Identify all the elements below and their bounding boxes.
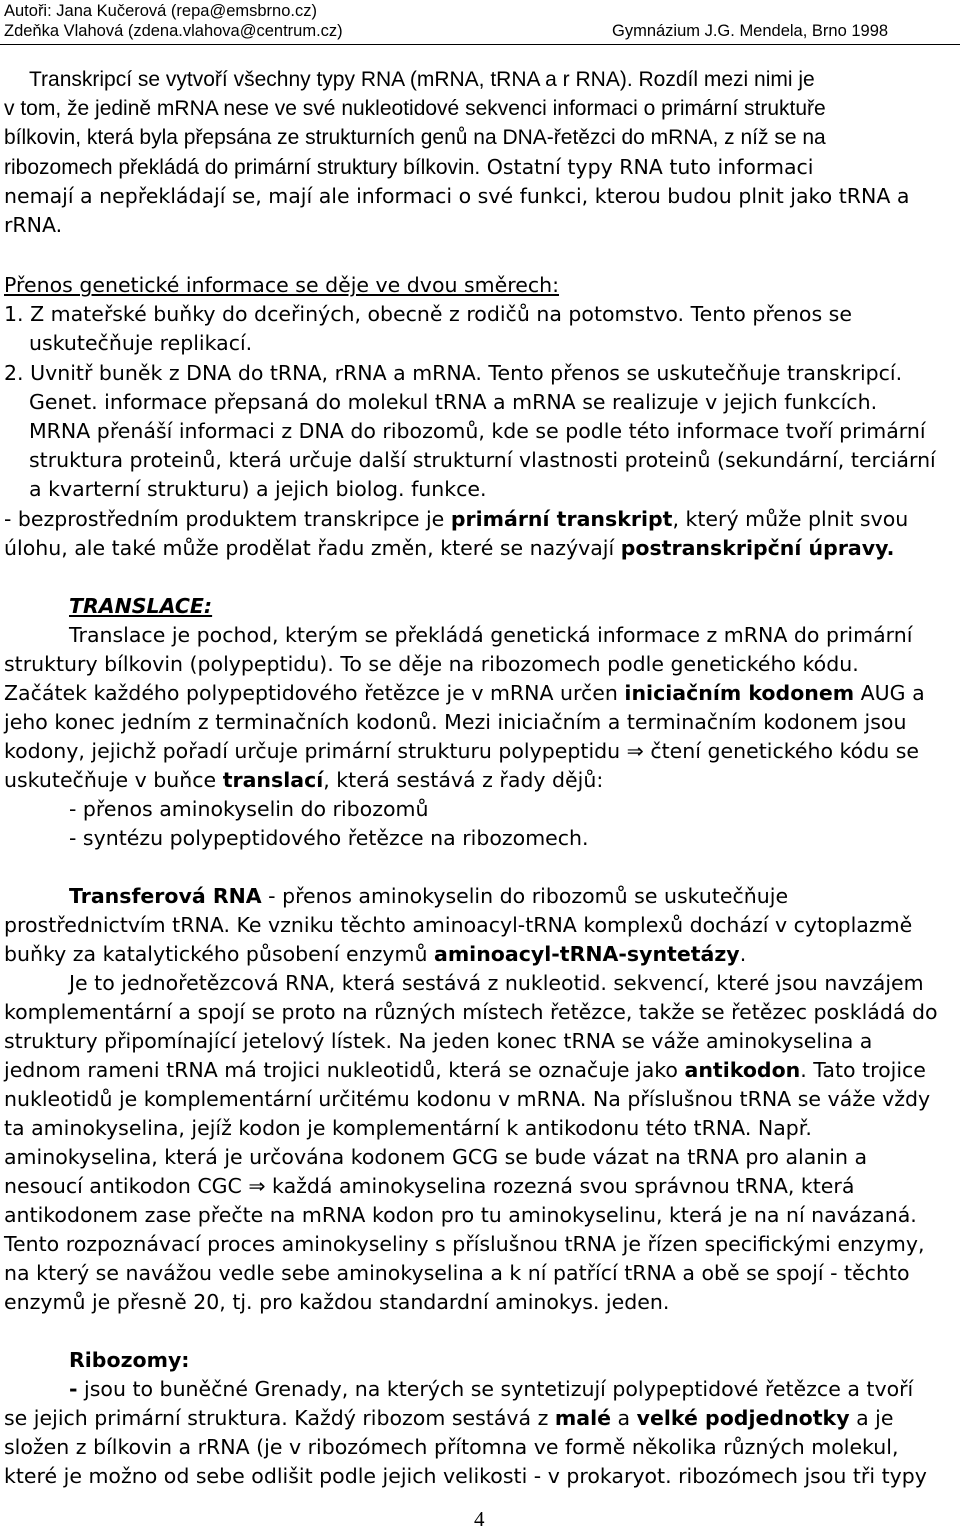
trna-line: antikodonem zase přečte na mRNA kodon pro tu aminokyselinu, která je na ní navázaná. xyxy=(4,1203,917,1227)
bold-term: antikodon xyxy=(684,1058,801,1082)
list-item-continuation: MRNA přenáší informaci z DNA do ribozomů, kde se podle této informace tvoří primární xyxy=(29,419,926,443)
list-item-continuation: Genet. informace přepsaná do molekul tRNA a mRNA se realizuje v jejich funkcích. xyxy=(29,390,878,414)
section-heading-ribozomy xyxy=(69,1347,190,1373)
text-run: . xyxy=(739,942,747,966)
intro-line xyxy=(4,154,813,181)
trna-line xyxy=(69,883,788,909)
intro-line: Transkripcí se vytvoří všechny typy RNA (mRNA, tRNA a r RNA). Rozdíl mezi nimi je xyxy=(29,68,815,91)
translace-line: jeho konec jedním z terminačních kodonů. Mezi iniciačním a terminačním kodonem jsou xyxy=(4,710,907,734)
bold-term: velké podjednotky xyxy=(636,1406,850,1430)
list-item-continuation: a kvarterní strukturu) a jejich biolog. funkce. xyxy=(29,477,487,501)
trna-line: struktury připomínající jetelový lístek. Na jeden konec tRNA se váže aminokyselina a xyxy=(4,1029,873,1053)
bold-dash: - xyxy=(69,1377,78,1401)
text-run: , který může plnit svou xyxy=(672,507,909,531)
list-item-continuation: uskutečňuje replikací. xyxy=(29,331,253,355)
intro-line: rRNA. xyxy=(4,213,63,237)
header-authors-line2: Zdeňka Vlahová (zdena.vlahova@centrum.cz) xyxy=(4,22,343,40)
heading-text: Ribozomy: xyxy=(69,1348,190,1372)
header-divider xyxy=(0,44,960,45)
intro-line: nemají a nepřekládají se, mají ale informaci o své funkci, kterou budou plnit jako tRNA a xyxy=(4,184,910,208)
trna-line: nesoucí antikodon CGC ⇒ každá aminokyselina rozezná svou správnou tRNA, která xyxy=(4,1174,855,1198)
trna-line: na který se navážou vedle sebe aminokyselina a k ní patřící tRNA a obě se spojí - těchto xyxy=(4,1261,910,1285)
text-run: Začátek každého polypeptidového řetězce je v mRNA určen xyxy=(4,681,625,705)
bullet-item: - syntézu polypeptidového řetězce na ribozomech. xyxy=(69,826,589,850)
trna-line: enzymů je přesně 20, tj. pro každou standardní aminokys. jeden. xyxy=(4,1290,670,1314)
translace-line xyxy=(4,767,603,793)
trna-line: aminokyselina, která je určována kodonem GCG se bude vázat na tRNA pro alanin a xyxy=(4,1145,868,1169)
bold-term: Transferová RNA xyxy=(69,884,262,908)
section-heading-transfer: Přenos genetické informace se děje ve dvou směrech: xyxy=(4,273,560,297)
bold-term: malé xyxy=(554,1406,612,1430)
trna-line xyxy=(4,941,746,967)
text-run: - přenos aminokyselin do ribozomů se uskutečňuje xyxy=(261,884,789,908)
text-run: . Tato trojice xyxy=(800,1058,926,1082)
trna-line: Je to jednořetězcová RNA, která sestává z nukleotid. sekvencí, které jsou navzájem xyxy=(69,971,924,995)
ribozomy-line: které je možno od sebe odlišit podle jejich velikosti - v prokaryot. ribozómech jsou tři typy xyxy=(4,1464,927,1488)
intro-tail: Ostatní typy RNA tuto informaci xyxy=(486,155,814,179)
list-item-continuation: struktura proteinů, která určuje další strukturní vlastnosti proteinů (sekundární, terciární xyxy=(29,448,936,472)
trna-line: Tento rozpoznávací proces aminokyseliny s příslušnou tRNA je řízen specifickými enzymy, xyxy=(4,1232,925,1256)
trna-line: prostřednictvím tRNA. Ke vzniku těchto aminoacyl-tRNA komplexů dochází v cytoplazmě xyxy=(4,913,913,937)
text-run: jednom rameni tRNA má trojici nukleotidů, která se označuje jako xyxy=(4,1058,685,1082)
primary-transcript-line xyxy=(4,535,894,561)
translace-line: Translace je pochod, kterým se překládá genetická informace z mRNA do primární xyxy=(69,623,913,647)
header-school: Gymnázium J.G. Mendela, Brno 1998 xyxy=(612,22,889,40)
page-number: 4 xyxy=(474,1507,485,1531)
trna-line: komplementární a spojí se proto na různých místech řetězce, takže se řetězec poskládá do xyxy=(4,1000,938,1024)
heading-text: TRANSLACE: xyxy=(69,594,213,618)
list-item: 1. Z mateřské buňky do dceřiných, obecně z rodičů na potomstvo. Tento přenos se xyxy=(4,302,852,326)
text-run: uskutečňuje v buňce xyxy=(4,768,223,792)
intro-text: ribozomech překládá do primární struktury bílkovin. xyxy=(4,156,481,179)
ribozomy-line: složen z bílkovin a rRNA (je v ribozómech přítomna ve formě několika různých molekul, xyxy=(4,1435,899,1459)
text-run: jsou to buněčné Grenady, na kterých se syntetizují polypeptidové řetězce a tvoří xyxy=(77,1377,914,1401)
bold-term: primární transkript xyxy=(450,507,673,531)
bold-term: translací xyxy=(222,768,324,792)
text-run: - bezprostředním produktem transkripce je xyxy=(4,507,451,531)
translace-line: struktury bílkovin (polypeptidu). To se děje na ribozomech podle genetického kódu. xyxy=(4,652,859,676)
text-run: úlohu, ale také může prodělat řadu změn, které se nazývají xyxy=(4,536,621,560)
header-authors-line1: Autoři: Jana Kučerová (repa@emsbrno.cz) xyxy=(4,2,317,20)
bold-term: aminoacyl-tRNA-syntetázy xyxy=(433,942,740,966)
text-run: AUG a xyxy=(854,681,925,705)
trna-line: ta aminokyselina, jejíž kodon je komplementární k antikodonu této tRNA. Např. xyxy=(4,1116,812,1140)
primary-transcript-line xyxy=(4,506,908,532)
bold-term: postranskripční úpravy. xyxy=(620,536,895,560)
intro-line: bílkovin, která byla přepsána ze strukturních genů na DNA-řetězci do mRNA, z níž se na xyxy=(4,126,826,149)
ribozomy-line xyxy=(69,1376,913,1402)
list-item: 2. Uvnitř buněk z DNA do tRNA, rRNA a mRNA. Tento přenos se uskutečňuje transkripcí. xyxy=(4,361,903,385)
text-run: , která sestává z řady dějů: xyxy=(323,768,604,792)
bullet-item: - přenos aminokyselin do ribozomů xyxy=(69,797,429,821)
text-run: buňky za katalytického působení enzymů xyxy=(4,942,434,966)
bold-term: iniciačním kodonem xyxy=(624,681,855,705)
trna-line: nukleotidů je komplementární určitému kodonu v mRNA. Na příslušnou tRNA se váže vždy xyxy=(4,1087,931,1111)
trna-line xyxy=(4,1057,926,1083)
translace-line: kodony, jejichž pořadí určuje primární strukturu polypeptidu ⇒ čtení genetického kódu se xyxy=(4,739,920,763)
intro-line: v tom, že jedině mRNA nese ve své nukleotidové sekvenci informaci o primární struktuře xyxy=(4,97,826,120)
text-run: a xyxy=(611,1406,637,1430)
text-run: a je xyxy=(849,1406,894,1430)
text-run: se jejich primární struktura. Každý ribozom sestává z xyxy=(4,1406,555,1430)
ribozomy-line xyxy=(4,1405,893,1431)
section-heading-translace xyxy=(69,593,212,619)
translace-line xyxy=(4,680,925,706)
